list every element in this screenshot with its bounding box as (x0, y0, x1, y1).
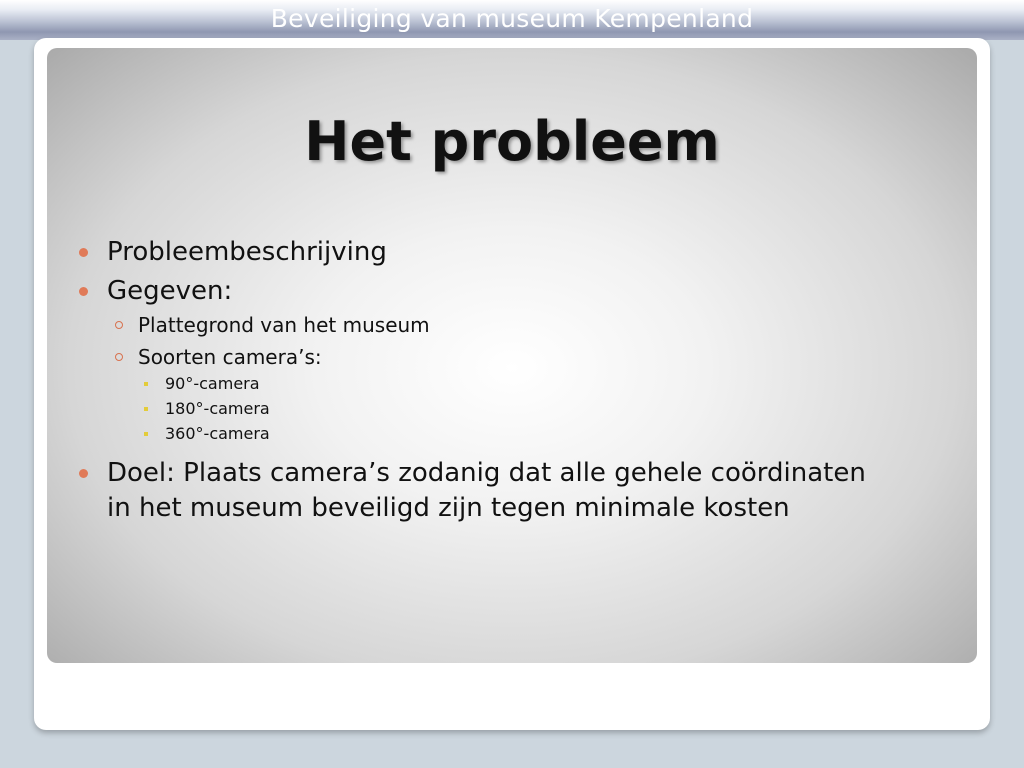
bullet-text: Soorten camera’s: (138, 345, 322, 369)
bullet-square-icon (144, 432, 148, 436)
subbullet-plattegrond (138, 311, 430, 339)
bullet-text: 90°-camera (165, 374, 260, 393)
bullet-dot-icon (79, 469, 88, 478)
bullet-text: 360°-camera (165, 424, 270, 443)
bullet-ring-icon (115, 353, 123, 361)
subsubbullet-180-camera (165, 398, 270, 420)
bullet-doel (107, 456, 866, 526)
bullet-text-line-1: Doel: Plaats camera’s zodanig dat alle gehele coördinaten (107, 458, 866, 488)
bullet-square-icon (144, 382, 148, 386)
bullet-text: Gegeven: (107, 276, 233, 306)
bullet-square-icon (144, 407, 148, 411)
presentation-title: Beveiliging van museum Kempenland (270, 4, 754, 33)
slide-title: Het probleem (304, 110, 720, 173)
presentation-header-bar (0, 0, 1024, 40)
bullet-gegeven (107, 274, 232, 309)
bullet-dot-icon (79, 248, 88, 257)
subbullet-soorten-cameras (138, 343, 322, 371)
bullet-text: Probleembeschrijving (107, 237, 387, 267)
subsubbullet-90-camera (165, 373, 260, 395)
subsubbullet-360-camera (165, 423, 270, 445)
bullet-probleembeschrijving (107, 235, 387, 270)
bullet-ring-icon (115, 321, 123, 329)
bullet-text-line-2: in het museum beveiligd zijn tegen minimale kosten (107, 493, 790, 523)
bullet-dot-icon (79, 287, 88, 296)
bullet-text: Plattegrond van het museum (138, 313, 430, 337)
bullet-text: 180°-camera (165, 399, 270, 418)
